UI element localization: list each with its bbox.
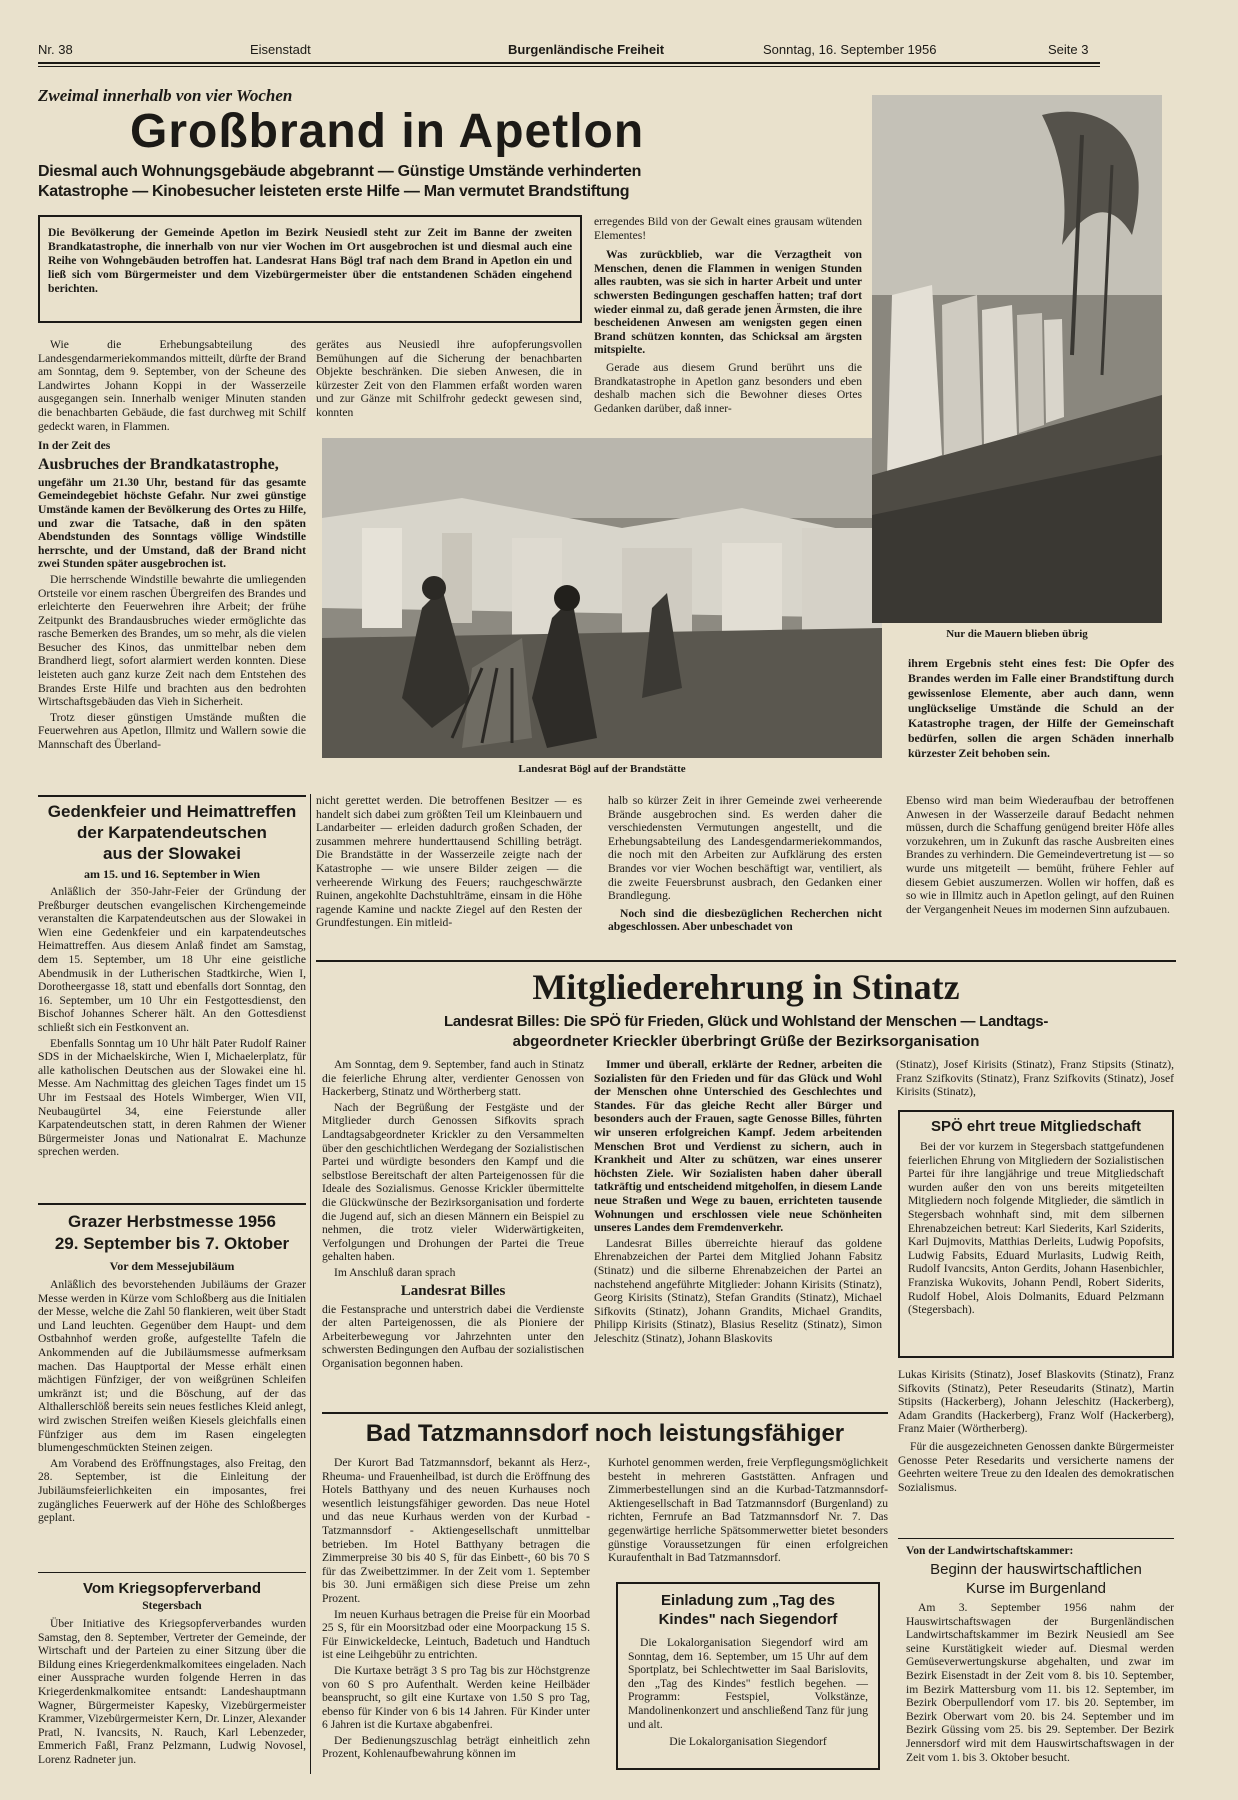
stinatz-col1-para-1: Am Sonntag, dem 9. September, fand auch in Stinatz die feierliche Ehrung alter, verdienter Genossen von Hackerberg, Stinatz und Wörtherberg statt. xyxy=(322,1058,584,1099)
stinatz-headline: Mitgliederehrung in Stinatz xyxy=(532,967,960,1007)
gedenk-para-2: Ebenfalls Sonntag um 10 Uhr hält Pater Rudolf Rainer SDS in der Michaelskirche, Wien I, Michaelerplatz, für alle katholischen Deutschen aus der Slowakei eine hl. Messe. Am Nachmittag des gleichen Tages findet um 15 Uhr im Festsaal des Hotels Wimberger, Wien VII, Neubaugürtel 34, eine Feierstunde aller Karpatendeutschen statt, in deren Rahmen der Wiener Bürgermeister Jonas und Nationalrat E. Machunze sprechen werden. xyxy=(38,1036,306,1159)
photo-mauern-image xyxy=(872,95,1162,623)
messe-body xyxy=(38,1278,306,1527)
page-number: Seite 3 xyxy=(1048,42,1089,57)
stinatz-top-rule xyxy=(316,960,1176,962)
tatzmann-top-rule xyxy=(322,1412,888,1414)
kriegsopfer-subhead: Stegersbach xyxy=(142,1600,202,1612)
lead-col2-para: gerätes aus Neusiedl ihre aufopferungsvollen Bemühungen auf die Sicherung der benachbarten Objekte beschränken. Die sieben Anwesen, die in kürzester Zeit von den Flammen erfaßt worden waren und zur Gänze mit Schilfrohr gedeckt gewesen sind, konnten xyxy=(316,338,582,419)
tatzmann-headline: Bad Tatzmannsdorf noch leistungsfähiger xyxy=(365,1420,845,1447)
landwirt-title-2: Kurse im Burgenland xyxy=(965,1580,1107,1597)
tagkindes-body xyxy=(628,1636,868,1751)
stinatz-col1-subhead: Landesrat Billes xyxy=(400,1282,506,1299)
gedenk-para-1: Anläßlich der 350-Jahr-Feier der Gründung der Preßburger deutschen evangelischen Kirchengemeinde veranstalten die Karpatendeutschen aus der Slowakei in Wien eine Gedenkfeier und ein karpatendeutsches Heimattreffen. Aus diesem Anlaß findet am Samstag, dem 15. September, um 18 Uhr eine geistliche Abendmusik in der Lutherischen Stadtkirche, Wien I, Dorotheergasse 18, statt und ebenfalls dort Sonntag, den 16. September, um 10 Uhr ein Festgottesdienst, den Bischof Johannes Scherer hält. An den Gottesdienst schließt sich ein Festkonvent an. xyxy=(38,885,306,1034)
tatzmann-column-1 xyxy=(322,1456,590,1763)
tagkindes-para-1: Die Lokalorganisation Siegendorf wird am Sonntag, dem 16. September, um 15 Uhr auf dem Sportplatz, bei Schlechtwetter im Saal Barislovits, den „Tag des Kindes" festlich begehen. — Programm: Festspiel, Volkstänze, Mandolinenkonzert und anschließend Tanz für jung und alt. xyxy=(628,1636,868,1731)
lead-col1-para-2: ungefähr um 21.30 Uhr, bestand für das gesamte Gemeindegebiet höchste Gefahr. Nur zwei günstige Umstände kamen der Bevölkerung des Ortes zu Hilfe, und zwar die Tatsache, daß in den späten Abendstunden des Sonntags völlige Windstille herrschte, und der Umstand, daß der Brand nicht zwei Stunden später ausgebrochen ist. xyxy=(38,475,306,571)
stinatz-col1-para-4: die Festansprache und unterstrich dabei die Verdienste der alten Parteigenossen, die als Pioniere der Arbeiterbewegung vor Jahrzehnten unter den schwersten Bedingungen den Aufbau der sozialistischen Organisation begonnen haben. xyxy=(322,1302,584,1370)
tatzmann-column-2 xyxy=(608,1456,888,1567)
lead-cont-2-para: halb so kürzer Zeit in ihrer Gemeinde zwei verheerende Brände ausgebrochen sind. Es werden daher die verschiedensten Vermutungen angestellt, und die Erhebungsabteilung des Landesgendarmeriekommandos, die noch mit den Arbeiten zur Aufklärung des ersten Brandes vor vier Wochen beschäftigt war, ventiliert, als die zweite Feuersbrunst ausbrach, den Gedanken einer Brandlegung. xyxy=(608,794,882,903)
messe-title-1: Grazer Herbstmesse 1956 xyxy=(68,1212,276,1231)
lead-cont-3: Ebenso wird man beim Wiederaufbau der betroffenen Anwesen in der Wasserzeile darauf Bedacht nehmen müssen, durch die Schaffung genügend breiter Höfe alles vorzukehren, um in Zukunft das rasche Ausbreiten eines Brandes zu verhindern. Die Gemeindevertretung ist — so wurde uns mitgeteilt — bemüht, frühere Fehler auf diesem Gebiet auszumerzen. Wollen wir hoffen, daß es so wie in Illmitz auch in Apetlon gelingt, auf den Ruinen der Vergangenheit Neues im modernen Sinn aufzubauen. xyxy=(906,794,1174,916)
stinatz-column-3 xyxy=(896,1058,1174,1101)
gedenk-title-2: der Karpatendeutschen xyxy=(77,823,267,842)
gedenk-title-1: Gedenkfeier und Heimattreffen xyxy=(47,802,297,821)
lead-col1-para-4: Trotz dieser günstigen Umstände mußten die Feuerwehren aus Apetlon, Illmitz und Wallern sowie die Mannschaft des Überland- xyxy=(38,710,306,752)
gedenk-title-3: aus der Slowakei xyxy=(103,844,241,863)
gedenk-dateline: am 15. und 16. September in Wien xyxy=(83,867,261,881)
kriegsopfer-top-rule xyxy=(38,1572,306,1573)
landwirt-para-1: Am 3. September 1956 nahm der Hauswirtschaftswagen der Burgenländischen Landwirtschaftskammer im Bezirk Neusiedl am See seine Kurstätigkeit wieder auf. Diesmal werden Gemüseverwertungskurse abgehalten, und zwar im Bezirk Eisenstadt in der Zeit vom 8. bis 10. September, im Bezirk Mattersburg vom 11. bis 12. September, im Bezirk Oberpullendorf vom 17. bis 20. September, im Bezirk Oberwart vom 20. bis 24. September und im Bezirk Güssing vom 25. bis 29. September. Der Bezirk Jennersdorf wird mit dem Hauswirtschaftswagen in der Zeit vom 1. bis 3. Oktober besucht. xyxy=(906,1601,1174,1764)
spoe-body xyxy=(908,1140,1164,1319)
spoe-para-1: Bei der vor kurzem in Stegersbach stattgefundenen feierlichen Ehrung von Mitgliedern der Sozialistischen Partei für ihre langjährige und treue Mitgliedschaft wurden außer den von uns bereits mitgeteilten Mitgliedern noch folgende Mitglieder, die sämtlich in Stegersbach wohnhaft sind, mit dem silbernen Ehrenabzeichen betreut: Karl Siederits, Karl Sziderits, Karl Dujmovits, Matthias Derleits, Ludwig Popofsits, Ludwig Fabsits, Eduard Murlasits, Ludwig Reith, Rudolf Ivancsits, Anton Gerdits, Johann Hasenbichler, Franziska Wukovits, Johann Pendl, Robert Siderits, Rudolf Hobel, Alois Dolmanits, Eduard Pelzmann (Stegersbach). xyxy=(908,1140,1164,1317)
lead-col1-para-1: Wie die Erhebungsabteilung des Landesgendarmeriekommandos mitteilt, dürfte der Brand am Sonntag, dem 9. September, von der Scheune des Landwirtes Johann Koppi in der Wasserzeile ausgegangen sein. Innerhalb weniger Minuten standen die benachbarten Gebäude, die fast durchweg mit Schilf gedeckt waren, in Flammen. xyxy=(38,338,306,433)
lead-col1-para-3: Die herrschende Windstille bewahrte die umliegenden Ortsteile vor einem raschen Übergreifen des Brandes und erleichterte den Feuerwehren ihre Arbeit; der frühe Zeitpunkt des Brandausbruches wieder ermöglichte das rasche Bemerken des Brandes, um so mehr, als die vielen Besucher des Kinos, das unmittelbar neben dem Brandherd liegt, sofort alarmiert werden konnten. Diese leisteten auch ganz kurze Zeit nach dem Entstehen des Brandes Erste Hilfe und brachten aus den bedrohten Wirtschaftsgebäuden das Vieh in Sicherheit. xyxy=(38,572,306,709)
lead-col3-para-3: Gerade aus diesem Grund berührt uns die Brandkatastrophe in Apetlon ganz besonders und eben deshalb machen sich die Bewohner dieses Ortes Gedanken darüber, daß inner- xyxy=(594,360,862,415)
landwirt-top-rule xyxy=(898,1538,1174,1539)
tatzmann-col2-para: Kurhotel genommen werden, freie Verpflegungsmöglichkeit besteht in mehreren Gaststätten. Anfragen und Zimmerbestellungen sind an die Kurbad-Tatzmannsdorf-Aktiengesellschaft in Bad Tatzmannsdorf (Burgenland) zu richten, Fernrufe an Bad Tatzmannsdorf Nr. 7. Das gegenwärtige herrliche Spätsommerwetter bietet besonders günstige Voraussetzungen für einen erfolgreichen Kuraufenthalt in Bad Tatzmannsdorf. xyxy=(608,1456,888,1565)
kriegsopfer-title: Vom Kriegsopferverband xyxy=(82,1580,262,1597)
photo-mauern-caption: Nur die Mauern blieben übrig xyxy=(946,628,1088,640)
landwirt-body xyxy=(906,1601,1174,1766)
photo-brandstaette xyxy=(322,438,882,758)
masthead-place: Eisenstadt xyxy=(250,42,311,57)
photo-brandstaette-caption: Landesrat Bögl auf der Brandstätte xyxy=(518,763,686,775)
tatzmann-col1-para-3: Die Kurtaxe beträgt 3 S pro Tag bis zur Höchstgrenze von 60 S pro Aufenthalt. Werden keine Heilbäder beansprucht, so gilt eine Kurtaxe von 1.50 S pro Tag, ebenso für Kinder von 6 bis 14 Jahren. Für Kinder unter 6 Jahren ist die Kurtaxe abgabenfrei. xyxy=(322,1663,590,1732)
lead-headline: Großbrand in Apetlon xyxy=(130,105,645,158)
stinatz-column-2 xyxy=(594,1058,882,1347)
messe-para-1: Anläßlich des bevorstehenden Jubiläums der Grazer Messe werden in Kürze vom Schloßberg aus die Initialen der Messe, welche die Zahl 50 flankieren, weit über Stadt und Land leuchten. Gegenüber dem Haupt- und dem Ostbahnhof werden große, aufgestellte Tafeln die Ankommenden auf die Jubiläumsmesse aufmerksam machen. Das Hauptportal der Messe erhält einen mächtigen Fünfziger, der von weißgrünen Schleifen umkränzt ist; und die Böschung, auf der das Althallerschlöß bereits sein neues festliches Kleid anlegt, wird zwischen Streifen weißen Kiesels gleichfalls einen Fünfziger aus dem im Rasen eingelegten blumengeschmückten Steinen zeigen. xyxy=(38,1278,306,1455)
stinatz-col1-para-2: Nach der Begrüßung der Festgäste und der Mitglieder durch Genossen Sifkovits sprach Landtagsabgeordneter Krickler zu den Versammelten über den geschichtlichen Werdegang der Sozialistischen Partei und würdigte besonders den Kampf und die selbstlose Bereitschaft der alten Parteigenossen für die Ideale des Sozialismus. Genosse Krickler übermittelte die Glückwünsche der Bezirksorganisation und forderte die Jugend auf, sich an diesen Männern ein Beispiel zu nehmen, die trotz vieler Widerwärtigkeiten, Verfolgungen und Drohungen der Partei die Treue gehalten haben. xyxy=(322,1100,584,1264)
landwirt-title-1: Beginn der hauswirtschaftlichen xyxy=(930,1561,1142,1578)
gedenk-body xyxy=(38,885,306,1161)
stinatz-col2-para-2: Landesrat Billes überreichte hierauf das goldene Ehrenabzeichen der Partei dem Mitglied Johann Fabsitz (Stinatz) und die silberne Ehrenabzeichen der Partei an nachstehend angeführte Mitglieder: Johann Kirisits (Stinatz), Georg Kirisits (Stinatz), Stefan Grandits (Stinatz), Michael Sifkovits (Stinatz), Johann Grandits, Michael Grandits, Philipp Kirisits (Stinatz), Blasius Reselitz (Stinatz), Simon Jeleschitz (Stinatz), Johann Blaskovits xyxy=(594,1236,882,1345)
lead-col3-para-1: erregendes Bild von der Gewalt eines grausam wütenden Elementes! xyxy=(594,215,862,242)
lead-col1-subhead: Ausbruches der Brandkatastrophe, xyxy=(38,455,279,473)
messe-title-2: 29. September bis 7. Oktober xyxy=(54,1234,290,1253)
lead-cont-2 xyxy=(608,794,882,936)
lead-column-3 xyxy=(594,215,862,417)
issue-number: Nr. 38 xyxy=(38,42,73,57)
names-cont-para-2: Für die ausgezeichneten Genossen dankte Bürgermeister Genosse Peter Resedarits und versicherte namens der Geehrten weitere Treue zu den Idealen des demokratischen Sozialismus. xyxy=(898,1439,1174,1494)
tatzmann-col1-para-4: Der Bedienungszuschlag beträgt einheitlich zehn Prozent, Kohlenaufbewahrung können im xyxy=(322,1733,590,1761)
masthead xyxy=(38,40,1100,60)
landwirt-kicker: Von der Landwirtschaftskammer: xyxy=(906,1545,1074,1557)
stinatz-deck-2: abgeordneter Krieckler überbringt Grüße der Bezirksorganisation xyxy=(512,1033,980,1050)
messe-top-rule xyxy=(38,1203,306,1205)
tatzmann-col1-para-1: Der Kurort Bad Tatzmannsdorf, bekannt als Herz-, Rheuma- und Frauenheilbad, ist durch die Eröffnung des Hotels Batthyany und des neuen Kurhauses noch wesentlich leistungsfähiger geworden. Das neue Hotel und das neue Kurhaus werden von der Kurbad - Tatzmannsdorf - Aktiengesellschaft unmittelbar betrieben. Im Hotel Batthyany betragen die Zimmerpreise 30 bis 40 S, für das Einbett-, 60 bis 70 S für das Zweibettzimmer. In der Zeit vom 1. September bis 30. Juni ermäßigen sich diese Preise um zehn Prozent. xyxy=(322,1456,590,1605)
names-cont xyxy=(898,1368,1174,1496)
photo-brandstaette-image xyxy=(322,438,882,758)
tagkindes-sign: Die Lokalorganisation Siegendorf xyxy=(669,1735,827,1749)
gedenk-top-rule xyxy=(38,795,306,797)
tagkindes-title-2: Kindes" nach Siegendorf xyxy=(658,1611,838,1628)
tagkindes-title-1: Einladung zum „Tag des xyxy=(661,1592,835,1609)
lead-column-2 xyxy=(316,338,582,422)
tatzmann-col1-para-2: Im neuen Kurhaus betragen die Preise für ein Moorbad 25 S, für ein Moorsitzbad oder eine Moorpackung 15 S. Für Einwickeldecke, Leintuch, Badetuch und Handtuch ist eine Leihgebühr zu entrichten. xyxy=(322,1607,590,1662)
masthead-rule-2 xyxy=(38,66,1100,67)
masthead-paper: Burgenländische Freiheit xyxy=(508,42,665,57)
lead-column-1 xyxy=(38,338,306,754)
lead-cont-2-para-b: Noch sind die diesbezüglichen Recherchen nicht abgeschlossen. Aber unbeschadet von xyxy=(608,906,882,934)
left-column-rule xyxy=(310,794,311,1774)
names-cont-para-1: Lukas Kirisits (Stinatz), Josef Blaskovits (Stinatz), Franz Sifkovits (Stinatz), Peter Reseudarits (Stinatz), Martin Stipsits (Hackerberg), Johann Jeleschitz (Hackerberg), Adam Grandits (Hackerberg), Franz Wolf (Hackerberg), Franz Maier (Wörtherberg). xyxy=(898,1368,1174,1436)
stinatz-column-1 xyxy=(322,1058,584,1372)
kriegsopfer-body xyxy=(38,1617,306,1769)
lead-column-4: ihrem Ergebnis steht eines fest: Die Opfer des Brandes werden im Falle einer Brandstiftung durch gewissenlose Elemente, aber auch dann, wenn unglückselige Umstände die Schuld an der Katastrophe tragen, der Hilfe der Gemeinschaft bedürfen, sollen die argen Schäden innerhalb kürzester Zeit behoben sein. xyxy=(908,656,1174,760)
spoe-title: SPÖ ehrt treue Mitgliedschaft xyxy=(930,1118,1142,1135)
masthead-rule xyxy=(38,62,1100,64)
lead-kicker: Zweimal innerhalb von vier Wochen xyxy=(38,86,293,105)
stinatz-deck-1: Landesrat Billes: Die SPÖ für Frieden, Glück und Wohlstand der Menschen — Landtags- xyxy=(443,1013,1049,1030)
messe-subhead: Vor dem Messejubiläum xyxy=(109,1259,235,1273)
lead-deck-1: Diesmal auch Wohnungsgebäude abgebrannt — Günstige Umstände verhinderten xyxy=(38,163,642,180)
stinatz-col3-para-1: (Stinatz), Josef Kirisits (Stinatz), Franz Stipsits (Stinatz), Franz Szifkovits (Stinatz), Franz Szifkovits (Stinatz), Josef Kirisits (Stinatz), xyxy=(896,1058,1174,1099)
photo-mauern xyxy=(872,95,1162,623)
kriegsopfer-para-1: Über Initiative des Kriegsopferverbandes wurden Samstag, den 8. September, Vertreter der Gemeinde, der Wirtschaft und der Parteien zu einer Sitzung über die Bildung eines Kriegerdenkmalkomitees eingeladen. Nach einer Aussprache wurden folgende Herren in das Kriegerdenkmalkomitee entsandt: Landeshauptmann Wagner, Bürgermeister Kapesky, Vizebürgermeister Krammer, Vizebürgermeister Kern, Dr. Linzer, Alexander Pratl, N. Ivancsits, N. Rauch, Karl Lebenzeder, Emmerich Faßl, Franz Pelzmann, Ludwig Novosel, Lorenz Radneter jun. xyxy=(38,1617,306,1766)
lead-deck-2: Katastrophe — Kinobesucher leisteten erste Hilfe — Man vermutet Brandstiftung xyxy=(38,183,630,200)
lead-col3-para-2: Was zurückblieb, war die Verzagtheit von Menschen, denen die Flammen in wenigen Stunden alles raubten, was sie sich in harter Arbeit und unter schwersten Bedingungen geschaffen hatten; traf dort wieder einmal zu, daß gerade jenen Ärmsten, die ihre bescheidenen Anwesen am wenigsten gegen einen Brand schützen konnten, das Schicksal am ärgsten mitspielte. xyxy=(594,248,862,357)
lead-intro: Die Bevölkerung der Gemeinde Apetlon im Bezirk Neusiedl steht zur Zeit im Banne der zweiten Brandkatastrophe, die innerhalb von nur vier Wochen im Ort ausgebrochen ist und diesmal auch eine Reihe von Wohngebäuden betroffen hat. Landesrat Hans Bögl traf nach dem Brand in Apetlon ein und ließ sich vom Bürgermeister und dem Vizebürgermeister über die entstandenen Schäden eingehend berichten. xyxy=(48,226,572,295)
lead-col1-subhead-small: In der Zeit des xyxy=(38,439,111,453)
stinatz-col1-para-3: Im Anschluß daran sprach xyxy=(334,1265,456,1279)
messe-para-2: Am Vorabend des Eröffnungstages, also Freitag, den 28. September, ist die Einleitung der Jubiläumsfeierlichkeiten ein imposantes, frei zugängliches Feuerwerk auf der Höhe des Schloßberges geplant. xyxy=(38,1456,306,1525)
lead-cont-1: nicht gerettet werden. Die betroffenen Besitzer — es handelt sich dabei zum größten Teil um Kleinbauern und Landarbeiter — erleiden dadurch großen Schaden, der zusammen mehrere hunderttausend Schilling beträgt. Die Brandstätte in der Wasserzeile zeigte nach der Katastrophe — wie unsere Bilder zeigen — die verheerende Wirkung des Feuers; rauchgeschwärzte Ruinen, angekohlte Dachstuhlträme, einsam in die Höhe ragende Kamine und nackte Ziegel auf den Resten der Grundfestungen. Ein mitleid- xyxy=(316,794,582,930)
masthead-date: Sonntag, 16. September 1956 xyxy=(763,42,937,57)
stinatz-col2-para-1: Immer und überall, erklärte der Redner, arbeiten die Sozialisten für den Frieden und für das Glück und Wohl der Menschen ohne Unterschied des Geschlechtes und Standes. Für das gleiche Recht aller Bürger und besonders auch der Frauen, sagte Genosse Billes, führten wir unseren erfolgreichen Kampf. Jedem arbeitenden Menschen Brot und Verdienst zu sichern, auch in Krankheit und Alter zu schützen, war eines unserer höchsten Ziele. Wir Sozialisten haben daher überall tatkräftig und entscheidend mitgeholfen, in diesem Lande neue Straßen und Wege zu bauen, errichteten tausende Wohnungen und erschlossen viele neue Schönheiten unseres Landes dem Fremdenverkehr. xyxy=(594,1058,882,1235)
